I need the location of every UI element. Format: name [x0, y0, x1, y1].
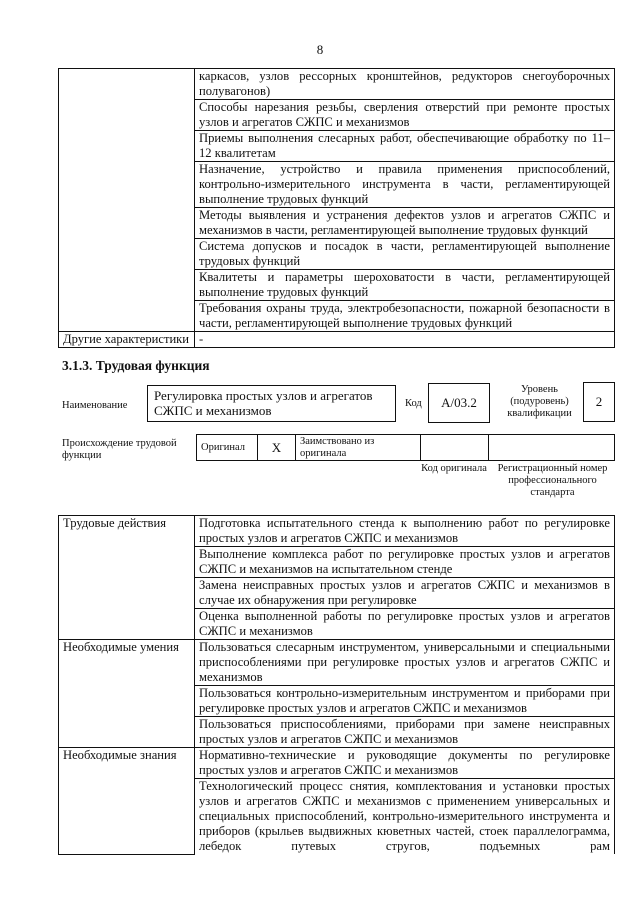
table-row — [59, 69, 615, 100]
knowledge-item: Нормативно-технические и руководящие документы по регулировке простых узлов и агрегатов СЖПС и механизмов — [195, 748, 615, 779]
labor-action-item: Выполнение комплекса работ по регулировке простых узлов и агрегатов СЖПС и механизмов на испытательном стенде — [195, 547, 615, 578]
knowledge-item: каркасов, узлов рессорных кронштейнов, редукторов снегоуборочных полувагонов) — [195, 69, 615, 100]
original-code-label: Код оригинала — [421, 463, 487, 474]
labor-action-item: Подготовка испытательного стенда к выполнению работ по регулировке простых узлов и агрегатов СЖПС и механизмов — [195, 516, 615, 547]
page-number: 8 — [316, 42, 324, 57]
knowledge-item: Приемы выполнения слесарных работ, обеспечивающие обработку по 11–12 квалитетам — [195, 131, 615, 162]
labor-action-item: Замена неисправных простых узлов и агрегатов СЖПС и механизмов в случае их обнаружения при регулировке — [195, 578, 615, 609]
function-name-value: Регулировка простых узлов и агрегатов СЖПС и механизмов — [147, 385, 396, 422]
skill-item: Пользоваться слесарным инструментом, универсальными и специальными приспособлениями при регулировке простых узлов и агрегатов СЖПС и механизмов — [195, 640, 615, 686]
code-label: Код — [405, 398, 422, 409]
other-characteristics-value: - — [195, 332, 615, 348]
function-code-value: А/03.2 — [428, 383, 490, 423]
function-details-table — [58, 515, 615, 855]
knowledge-item: Квалитеты и параметры шероховатости в части, регламентирующей выполнение трудовых функций — [195, 270, 615, 301]
knowledge-item: Способы нарезания резьбы, сверления отверстий при ремонте простых узлов и агрегатов СЖПС и механизмов — [195, 100, 615, 131]
original-label: Оригинал — [197, 435, 258, 461]
labor-action-item: Оценка выполненной работы по регулировке простых узлов и агрегатов СЖПС и механизмов — [195, 609, 615, 640]
section-title: 3.1.3. Трудовая функция — [62, 358, 210, 373]
required-knowledge-label: Необходимые знания — [59, 748, 195, 855]
knowledge-item: Назначение, устройство и правила применения приспособлений, контрольно-измерительного инструмента в части, регламентирующей выполнение трудовых функций — [195, 162, 615, 208]
labor-actions-label: Трудовые действия — [59, 516, 195, 640]
table-row — [59, 332, 615, 348]
skill-item: Пользоваться приспособлениями, приборами при замене неисправных простых узлов и агрегатов СЖПС и механизмов — [195, 717, 615, 748]
required-skills-label: Необходимые умения — [59, 640, 195, 748]
qualification-level-value: 2 — [583, 382, 615, 422]
table-row — [59, 640, 615, 686]
registration-number-label: Регистрационный номер профессионального стандарта — [497, 463, 608, 498]
name-label: Наименование — [62, 400, 128, 411]
knowledge-item: Методы выявления и устранения дефектов узлов и агрегатов СЖПС и механизмов в части, регламентирующей выполнение трудовых функций — [195, 208, 615, 239]
knowledge-item: Технологический процесс снятия, комплектования и установки простых узлов и агрегатов СЖПС и механизмов с применением универсальных и специальных приспособлений, контрольно-измерительного инструмента и приборов (крыльев выдвижных кюветных частей, стоек параллелограмма, лебедок путевых стругов, подъемных рам — [195, 779, 615, 855]
origin-label: Происхождение трудовой функции — [62, 438, 177, 461]
registration-number-cell — [489, 435, 615, 461]
knowledge-item: Требования охраны труда, электробезопасности, пожарной безопасности в части, регламентирующей выполнение трудовых функций — [195, 301, 615, 332]
qualification-level-label: Уровень (подуровень) квалификации — [507, 384, 572, 419]
knowledge-item: Система допусков и посадок в части, регламентирующей выполнение трудовых функций — [195, 239, 615, 270]
empty-label-cell — [59, 69, 195, 332]
other-characteristics-label: Другие характеристики — [59, 332, 195, 348]
table-row — [59, 516, 615, 547]
table-row — [59, 748, 615, 779]
original-mark: X — [258, 435, 296, 461]
borrowed-label: Заимствовано из оригинала — [296, 435, 421, 461]
origin-table — [196, 434, 615, 461]
skill-item: Пользоваться контрольно-измерительным инструментом и приборами при регулировке простых узлов и агрегатов СЖПС и механизмов — [195, 686, 615, 717]
original-code-cell — [421, 435, 489, 461]
requirements-table-continued — [58, 68, 615, 348]
